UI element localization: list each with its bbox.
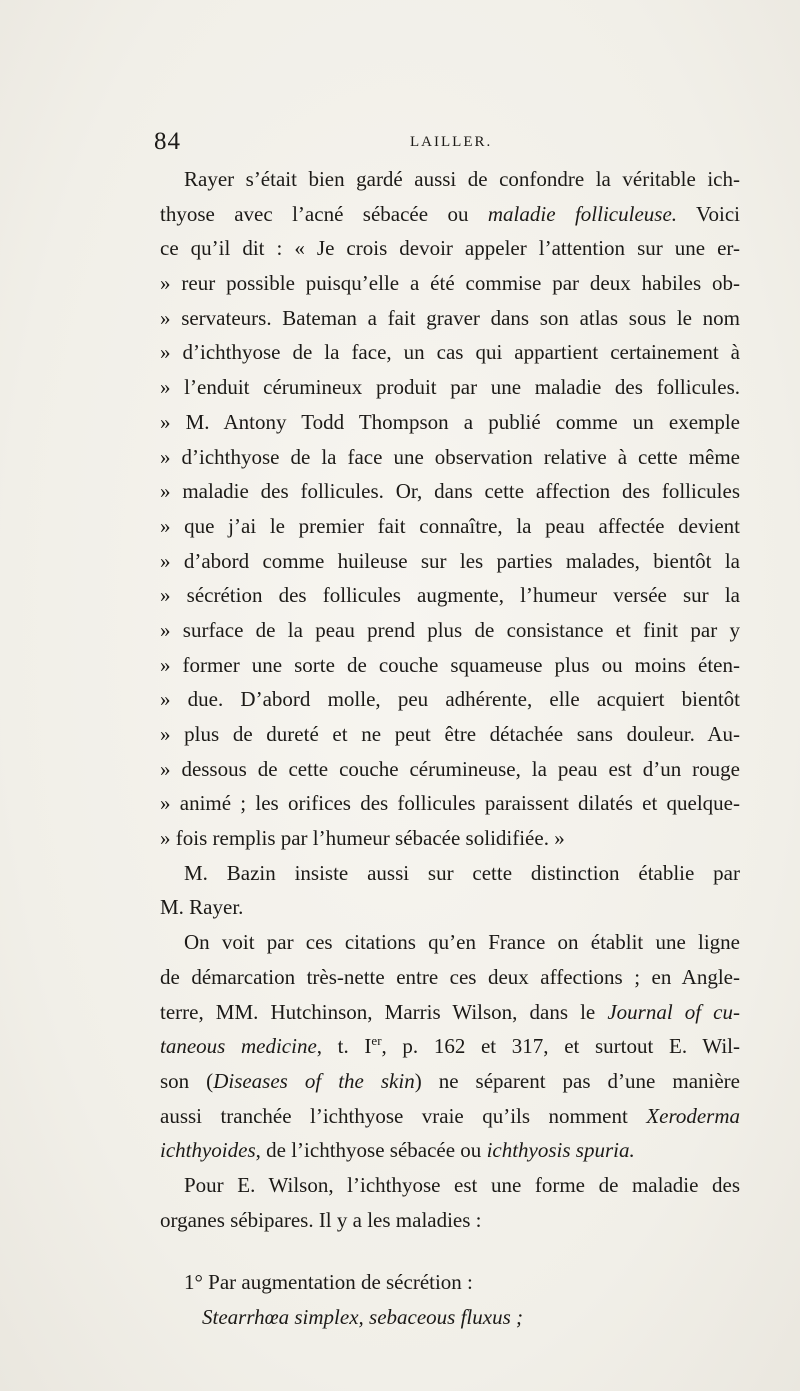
text-line: » surface de la peau prend plus de consistance et finit par y bbox=[160, 617, 740, 642]
text-line: ce qu’il dit : « Je crois devoir appeler l’attention sur une er- bbox=[160, 236, 740, 261]
text-line: aussi tranchée l’ichthyose vraie qu’ils nomment Xeroderma bbox=[160, 1103, 740, 1128]
italic-text: Stearrhœa simplex, sebaceous fluxus ; bbox=[202, 1305, 523, 1329]
text-line: organes sébipares. Il y a les maladies : bbox=[160, 1207, 482, 1232]
text-line: » d’abord comme huileuse sur les parties malades, bientôt la bbox=[160, 548, 740, 573]
text-line: de démarcation très-nette entre ces deux affections ; en Angle- bbox=[160, 964, 740, 989]
text-line: son (Diseases of the skin) ne séparent pas d’une manière bbox=[160, 1068, 740, 1093]
running-head: LAILLER. bbox=[410, 134, 493, 150]
text-line: » dessous de cette couche cérumineuse, la peau est d’un rouge bbox=[160, 756, 740, 781]
italic-text: maladie folliculeuse. bbox=[487, 201, 678, 226]
italic-text: ichthyosis spuria. bbox=[486, 1138, 635, 1163]
italic-text: Journal of cu- bbox=[607, 999, 740, 1024]
body-text bbox=[160, 162, 740, 1335]
text-line: » servateurs. Bateman a fait graver dans son atlas sous le nom bbox=[160, 305, 740, 330]
list-subitem bbox=[160, 1300, 740, 1335]
text-line: » l’enduit cérumineux produit par une maladie des follicules. bbox=[160, 375, 740, 400]
text-line: » maladie des follicules. Or, dans cette affection des follicules bbox=[160, 479, 740, 504]
text-line: On voit par ces citations qu’en France on établit une ligne bbox=[184, 930, 740, 955]
text-line: M. Rayer. bbox=[160, 895, 244, 920]
italic-text: Xeroderma bbox=[646, 1103, 740, 1128]
text-line: Rayer s’était bien gardé aussi de confondre la véritable ich- bbox=[184, 167, 740, 191]
italic-text: taneous medicine bbox=[160, 1034, 317, 1059]
text-segment: taneous medicine, t. I bbox=[160, 1034, 372, 1059]
text-line: » fois remplis par l’humeur sébacée solidifiée. » bbox=[160, 826, 565, 851]
text-line: » due. D’abord molle, peu adhérente, elle acquiert bientôt bbox=[160, 687, 740, 712]
text-line-with-superscript bbox=[160, 1029, 740, 1064]
text-line: » d’ichthyose de la face une observation relative à cette même bbox=[160, 444, 740, 469]
text-line: » former une sorte de couche squameuse plus ou moins éten- bbox=[160, 652, 740, 677]
text-line: terre, MM. Hutchinson, Marris Wilson, dans le Journal of cu- bbox=[160, 999, 740, 1024]
text-line: » animé ; les orifices des follicules paraissent dilatés et quelque- bbox=[160, 791, 740, 816]
italic-text: Diseases of the skin bbox=[213, 1068, 415, 1093]
page-header bbox=[154, 128, 740, 158]
text-line: thyose avec l’acné sébacée ou maladie folliculeuse. Voici bbox=[160, 201, 740, 226]
spacer bbox=[160, 1237, 740, 1265]
text-line: » sécrétion des follicules augmente, l’humeur versée sur la bbox=[160, 583, 740, 608]
text-line: » plus de dureté et ne peut être détachée sans douleur. Au- bbox=[160, 722, 740, 746]
list-item: 1° Par augmentation de sécrétion : bbox=[184, 1270, 473, 1295]
italic-text: ichthyoides bbox=[160, 1138, 256, 1163]
superscript: er bbox=[371, 1033, 382, 1049]
text-line: ichthyoides, de l’ichthyose sébacée ou ichthyosis spuria. bbox=[160, 1138, 635, 1163]
text-line: » d’ichthyose de la face, un cas qui appartient certainement à bbox=[160, 340, 740, 365]
text-segment: , p. 162 et 317, et surtout E. Wil- bbox=[381, 1034, 740, 1059]
text-line: » reur possible puisqu’elle a été commise par deux habiles ob- bbox=[160, 271, 740, 296]
text-line: M. Bazin insiste aussi sur cette distinction établie par bbox=[184, 860, 740, 885]
text-line: Pour E. Wilson, l’ichthyose est une forme de maladie des bbox=[184, 1172, 740, 1197]
page-number: 84 bbox=[154, 128, 181, 155]
text-line: » que j’ai le premier fait connaître, la peau affectée devient bbox=[160, 513, 740, 538]
text-line: » M. Antony Todd Thompson a publié comme un exemple bbox=[160, 409, 740, 434]
